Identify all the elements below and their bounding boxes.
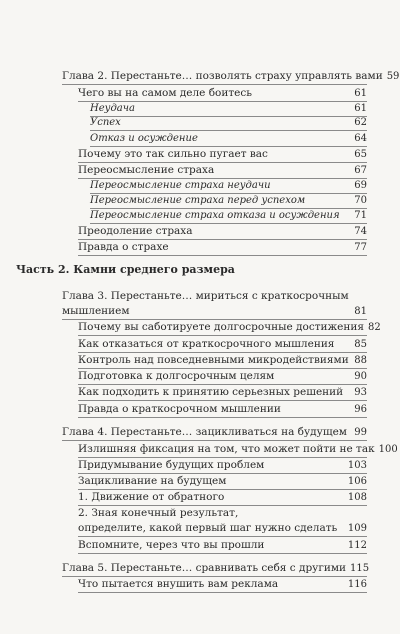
entry-title: Правда о краткосрочном мышлении — [78, 403, 281, 415]
toc-entry-chapter-5 — [62, 561, 370, 577]
entry-page: 96 — [354, 404, 367, 415]
entry-title: Чего вы на самом деле боитесь — [78, 87, 252, 99]
entry-title: Преодоление страха — [78, 225, 193, 237]
entry-page: 90 — [354, 371, 367, 382]
entry-title: Вспомните, через что вы прошли — [78, 539, 265, 551]
entry-title: Глава 5. Перестаньте… сравнивать себя с другими — [62, 562, 347, 574]
entry-title: Успех — [90, 117, 121, 128]
entry-page: 109 — [347, 523, 367, 534]
entry-title: Отказ и осуждение — [90, 133, 198, 144]
toc-entry — [78, 163, 367, 179]
entry-page: 62 — [354, 117, 367, 128]
entry-title: Контроль над повседневными микродействиями — [78, 354, 349, 366]
entry-title: Переосмысление страха перед успехом — [90, 195, 306, 206]
toc-entry — [78, 577, 367, 593]
entry-page: 108 — [347, 492, 367, 503]
entry-title: Почему вы саботируете долгосрочные достижения — [78, 321, 365, 333]
entry-page: 106 — [347, 476, 367, 487]
toc-entry — [78, 337, 367, 353]
entry-page: 103 — [347, 460, 367, 471]
entry-page: 71 — [354, 210, 367, 221]
toc-entry — [78, 490, 367, 506]
entry-title: Переосмысление страха — [78, 164, 215, 176]
entry-title: Что пытается внушить вам реклама — [78, 578, 279, 590]
entry-title: Глава 2. Перестаньте… позволять страху управлять вами — [62, 70, 383, 82]
toc-entry — [78, 147, 367, 163]
toc-entry-chapter-2 — [62, 69, 400, 85]
toc-entry — [78, 458, 367, 474]
entry-page: 77 — [354, 242, 367, 253]
entry-page: 85 — [354, 339, 367, 350]
entry-title: Глава 3. Перестаньте… мириться с краткосрочным — [62, 290, 349, 302]
entry-title: Правда о страхе — [78, 241, 169, 253]
toc-entry — [90, 115, 367, 131]
entry-page: 115 — [350, 563, 370, 574]
toc-entry-chapter-4 — [62, 425, 367, 441]
toc-entry — [90, 178, 367, 194]
toc-entry — [90, 131, 367, 147]
entry-title: Глава 4. Перестаньте… зацикливаться на будущем — [62, 426, 347, 438]
entry-title: Неудача — [90, 103, 135, 114]
entry-page: 61 — [354, 88, 367, 99]
toc-entry — [78, 442, 398, 458]
entry-title-line2: определите, какой первый шаг нужно сделать — [78, 522, 338, 534]
toc-entry — [78, 369, 367, 385]
toc-entry — [78, 506, 367, 537]
toc-entry — [90, 208, 367, 224]
toc-entry — [78, 353, 367, 369]
toc-entry — [78, 474, 367, 490]
part-heading: Часть 2. Камни среднего размера — [16, 263, 235, 276]
entry-page: 88 — [354, 355, 367, 366]
toc-entry-chapter-3 — [62, 289, 367, 320]
toc-entry — [78, 385, 367, 401]
entry-title: Придумывание будущих проблем — [78, 459, 265, 471]
entry-page: 81 — [354, 306, 367, 317]
entry-page: 82 — [368, 322, 381, 333]
entry-page: 67 — [354, 165, 367, 176]
entry-title: Переосмысление страха отказа и осуждения — [90, 210, 340, 221]
toc-entry — [78, 402, 367, 418]
entry-title: Почему это так сильно пугает вас — [78, 148, 268, 160]
entry-page: 61 — [354, 103, 367, 114]
entry-title: 2. Зная конечный результат, — [78, 507, 239, 519]
entry-page: 70 — [354, 195, 367, 206]
entry-page: 99 — [354, 427, 367, 438]
toc-entry — [78, 224, 367, 240]
entry-page: 69 — [354, 180, 367, 191]
entry-title: Излишняя фиксация на том, что может пойти не так — [78, 443, 375, 455]
toc-entry — [78, 86, 367, 102]
entry-page: 65 — [354, 149, 367, 160]
entry-page: 64 — [354, 133, 367, 144]
entry-page: 100 — [378, 444, 398, 455]
entry-page: 59 — [386, 71, 400, 82]
entry-title: Подготовка к долгосрочным целям — [78, 370, 275, 382]
entry-title: Как отказаться от краткосрочного мышления — [78, 338, 335, 350]
toc-entry — [78, 538, 367, 554]
entry-title: Переосмысление страха неудачи — [90, 180, 271, 191]
entry-page: 93 — [354, 387, 367, 398]
toc-entry — [78, 320, 381, 336]
toc-entry — [78, 240, 367, 256]
entry-page: 116 — [347, 579, 367, 590]
entry-title-line2: мышлением — [62, 305, 130, 317]
toc-entry — [90, 193, 367, 209]
entry-title: Как подходить к принятию серьезных решений — [78, 386, 344, 398]
entry-page: 74 — [354, 226, 367, 237]
entry-title: 1. Движение от обратного — [78, 491, 225, 503]
entry-title: Зацикливание на будущем — [78, 475, 227, 487]
entry-page: 112 — [347, 540, 367, 551]
